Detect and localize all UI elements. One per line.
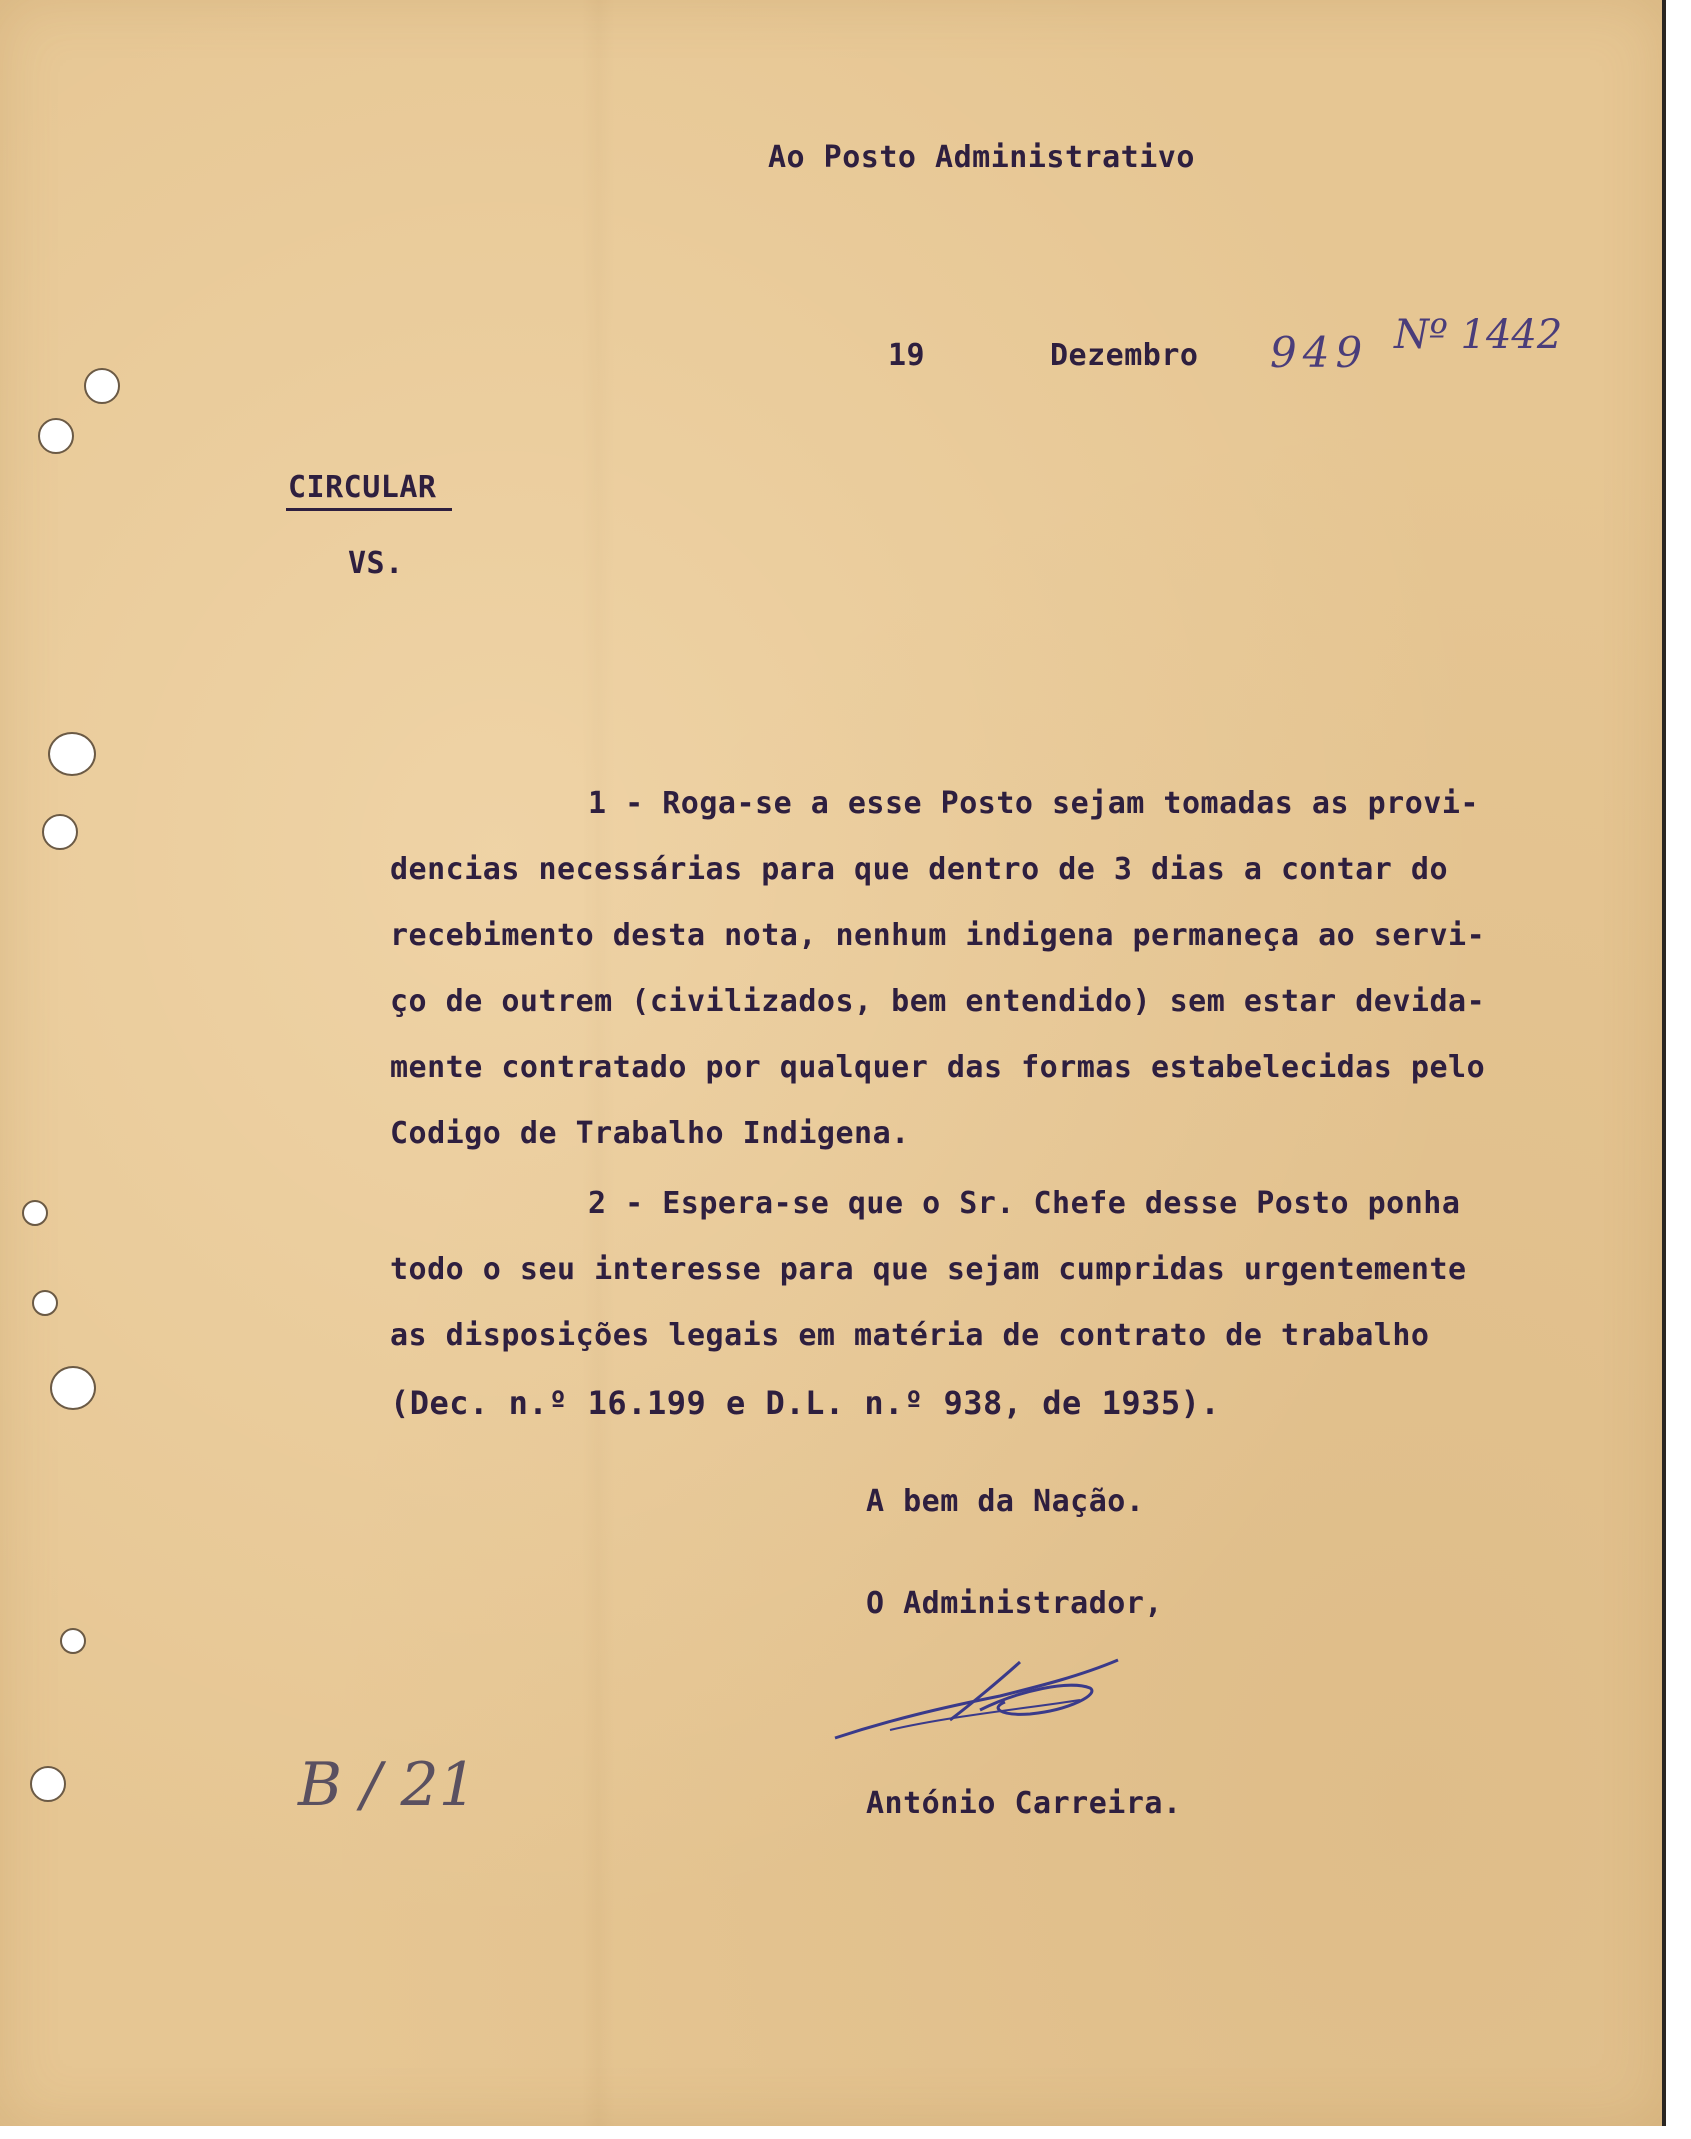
closing-title: O Administrador, <box>866 1586 1163 1621</box>
punch-hole <box>32 1290 58 1316</box>
paragraph1-line: 1 - Roga-se a esse Posto sejam tomadas as provi- <box>588 786 1479 821</box>
punch-hole <box>48 732 96 776</box>
paragraph1-line: dencias necessárias para que dentro de 3 dias a contar do <box>390 852 1449 887</box>
paragraph1-line: recebimento desta nota, nenhum indigena permaneça ao servi- <box>390 918 1486 953</box>
paragraph2-line: (Dec. n.º 16.199 e D.L. n.º 938, de 1935). <box>390 1384 1221 1422</box>
paragraph1-line: mente contratado por qualquer das formas estabelecidas pelo <box>390 1050 1486 1085</box>
circular-underline <box>286 508 452 511</box>
punch-hole <box>22 1200 48 1226</box>
vs-label: VS. <box>348 546 404 581</box>
signatory-name: António Carreira. <box>866 1786 1182 1821</box>
recipient-line: Ao Posto Administrativo <box>768 140 1195 175</box>
reference-number-handwritten: Nº 1442 <box>1394 312 1563 358</box>
scan-edge <box>1662 0 1666 2126</box>
punch-hole <box>84 368 120 404</box>
punch-hole <box>60 1628 86 1654</box>
date-month: Dezembro <box>1050 338 1199 373</box>
paragraph1-line: ço de outrem (civilizados, bem entendido) sem estar devida- <box>390 984 1486 1019</box>
punch-hole <box>38 418 74 454</box>
signature <box>830 1650 1130 1750</box>
closing-salutation: A bem da Nação. <box>866 1484 1145 1519</box>
paragraph2-line: todo o seu interesse para que sejam cumpridas urgentemente <box>390 1252 1467 1287</box>
punch-hole <box>42 814 78 850</box>
date-year-handwritten: 949 <box>1270 328 1369 377</box>
paragraph1-line: Codigo de Trabalho Indigena. <box>390 1116 910 1151</box>
circular-heading: CIRCULAR <box>288 470 437 505</box>
margin-note-handwritten: B / 21 <box>298 1750 477 1820</box>
paragraph2-line: 2 - Espera-se que o Sr. Chefe desse Posto ponha <box>588 1186 1461 1221</box>
paragraph2-line: as disposições legais em matéria de contrato de trabalho <box>390 1318 1430 1353</box>
date-day: 19 <box>888 338 926 373</box>
punch-hole <box>50 1366 96 1410</box>
punch-hole <box>30 1766 66 1802</box>
